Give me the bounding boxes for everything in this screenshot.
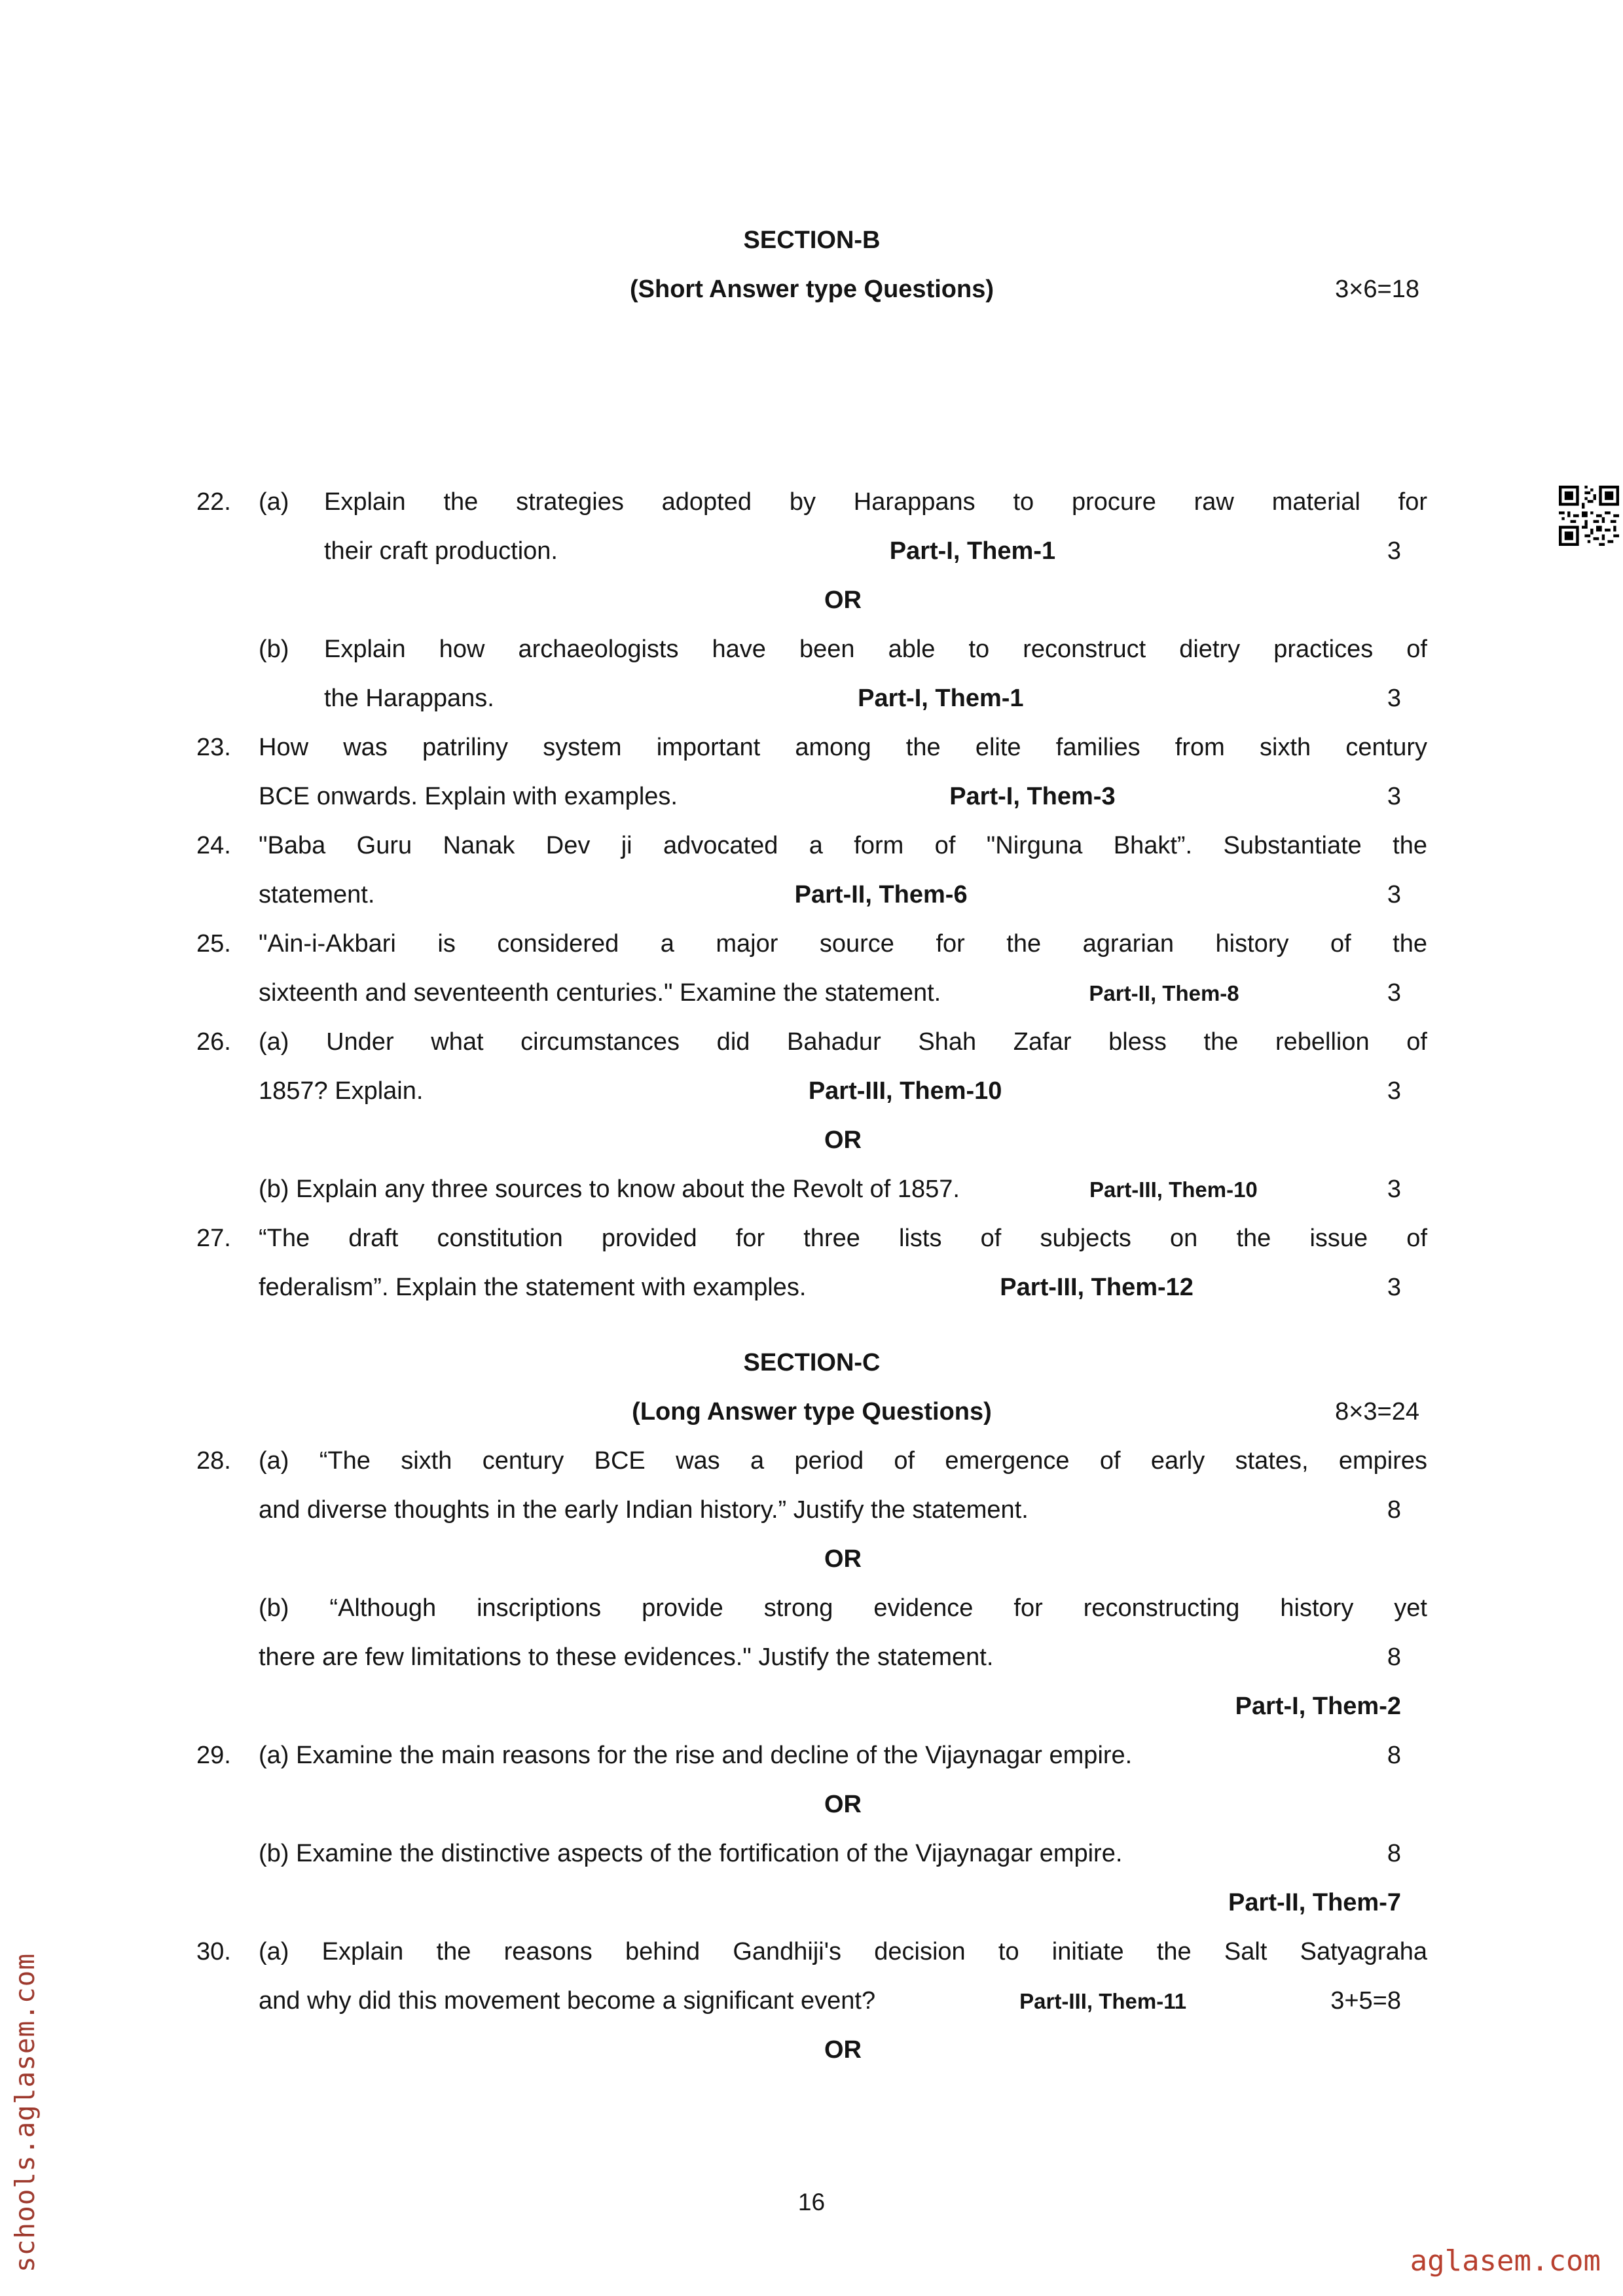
qr-code bbox=[1559, 486, 1619, 546]
question-28a-lastline bbox=[259, 1486, 1427, 1535]
question-26a-text: (a) Under what circumstances did Bahadur Shah Zafar bless the rebellion of bbox=[259, 1028, 1427, 1056]
question-26 bbox=[196, 1018, 1427, 1214]
question-24-number: 24. bbox=[196, 832, 231, 859]
question-27-text-2: federalism”. Explain the statement with examples. bbox=[259, 1274, 807, 1301]
question-22 bbox=[196, 478, 1427, 723]
question-22b-lastline bbox=[324, 674, 1427, 723]
section-c-subtitle-row bbox=[196, 1388, 1427, 1437]
question-22b-body bbox=[324, 625, 1427, 723]
theme-tag: Part-I, Them-2 bbox=[1235, 1693, 1401, 1720]
theme-tag: Part-II, Them-8 bbox=[1089, 981, 1239, 1005]
page-number: 16 bbox=[797, 2189, 826, 2215]
question-22a-lastline bbox=[324, 527, 1427, 576]
or-separator: OR bbox=[824, 2036, 862, 2064]
theme-tag: Part-III, Them-10 bbox=[808, 1077, 1002, 1105]
question-29-number: 29. bbox=[196, 1742, 231, 1769]
question-22b-label: (b) bbox=[259, 636, 289, 663]
question-27-text: “The draft constitution provided for three lists of subjects on the issue of bbox=[259, 1225, 1427, 1252]
question-22b bbox=[259, 625, 1427, 723]
question-24 bbox=[196, 821, 1427, 920]
marks: 3 bbox=[1387, 881, 1401, 908]
section-c-subtitle: (Long Answer type Questions) bbox=[632, 1398, 992, 1426]
theme-tag: Part-III, Them-12 bbox=[1000, 1274, 1194, 1301]
question-27 bbox=[196, 1214, 1427, 1312]
question-23-number: 23. bbox=[196, 734, 231, 761]
or-separator: OR bbox=[824, 1126, 862, 1154]
marks: 8 bbox=[1387, 1840, 1401, 1867]
question-28b-text-2: there are few limitations to these evidences." Justify the statement. bbox=[259, 1643, 994, 1671]
marks: 3 bbox=[1387, 979, 1401, 1007]
marks: 8 bbox=[1387, 1643, 1401, 1671]
marks: 3 bbox=[1387, 1274, 1401, 1301]
question-24-text: "Baba Guru Nanak Dev ji advocated a form of "Nirguna Bhakt”. Substantiate the bbox=[259, 832, 1427, 859]
marks: 3 bbox=[1387, 537, 1401, 565]
question-29a-text: (a) Examine the main reasons for the rise and decline of the Vijaynagar empire. bbox=[259, 1742, 1133, 1769]
question-22a-text: Explain the strategies adopted by Harappans to procure raw material for bbox=[324, 488, 1427, 516]
question-27-lastline bbox=[259, 1263, 1427, 1312]
question-28b-text: (b) “Although inscriptions provide strong evidence for reconstructing history yet bbox=[259, 1594, 1427, 1622]
question-22a-label: (a) bbox=[259, 488, 289, 516]
theme-tag: Part-III, Them-11 bbox=[1019, 1989, 1187, 2013]
theme-tag: Part-I, Them-3 bbox=[949, 783, 1116, 810]
question-28-number: 28. bbox=[196, 1447, 231, 1475]
question-27-number: 27. bbox=[196, 1225, 231, 1252]
or-separator: OR bbox=[824, 1545, 862, 1573]
section-b-subtitle: (Short Answer type Questions) bbox=[630, 276, 994, 303]
question-26b-text: (b) Explain any three sources to know about the Revolt of 1857. bbox=[259, 1175, 960, 1203]
marks: 3+5=8 bbox=[1330, 1987, 1401, 2015]
question-23-lastline bbox=[259, 772, 1427, 821]
question-23-body bbox=[259, 723, 1427, 821]
question-28b-lastline bbox=[259, 1633, 1427, 1682]
question-25-text: "Ain-i-Akbari is considered a major source for the agrarian history of the bbox=[259, 930, 1427, 958]
question-29-body bbox=[259, 1731, 1427, 1928]
question-29b-lastline bbox=[259, 1829, 1427, 1878]
question-25-text-2: sixteenth and seventeenth centuries." Examine the statement. bbox=[259, 979, 941, 1007]
question-25-body bbox=[259, 920, 1427, 1018]
question-30 bbox=[196, 1928, 1427, 2075]
question-25-number: 25. bbox=[196, 930, 231, 958]
question-26b-lastline bbox=[259, 1165, 1427, 1214]
question-23 bbox=[196, 723, 1427, 821]
question-22-number: 22. bbox=[196, 488, 231, 516]
marks: 3 bbox=[1387, 685, 1401, 712]
section-c-marks: 8×3=24 bbox=[1335, 1398, 1419, 1426]
section-c-header bbox=[196, 1338, 1427, 1437]
question-25-lastline bbox=[259, 969, 1427, 1018]
bottom-right-site-watermark: aglasem.com bbox=[1410, 2244, 1601, 2278]
question-27-body bbox=[259, 1214, 1427, 1312]
question-24-lastline bbox=[259, 870, 1427, 920]
theme-tag: Part-I, Them-1 bbox=[889, 537, 1056, 565]
question-25 bbox=[196, 920, 1427, 1018]
question-30a-lastline bbox=[259, 1977, 1427, 2026]
theme-tag: Part-III, Them-10 bbox=[1089, 1177, 1258, 1202]
or-separator: OR bbox=[824, 586, 862, 614]
question-30-body bbox=[259, 1928, 1427, 2075]
section-c-title: SECTION-C bbox=[743, 1349, 881, 1376]
question-23-text: How was patriliny system important among the elite families from sixth century bbox=[259, 734, 1427, 761]
question-28a-text: (a) “The sixth century BCE was a period of emergence of early states, empires bbox=[259, 1447, 1427, 1475]
question-28a-text-2: and diverse thoughts in the early Indian history.” Justify the statement. bbox=[259, 1496, 1029, 1524]
question-22a bbox=[259, 478, 1427, 576]
section-b-subtitle-row bbox=[196, 265, 1427, 314]
question-24-text-2: statement. bbox=[259, 881, 375, 908]
section-b-marks: 3×6=18 bbox=[1335, 276, 1419, 303]
question-28-body bbox=[259, 1437, 1427, 1731]
exam-paper-content bbox=[196, 216, 1427, 2075]
marks: 3 bbox=[1387, 1077, 1401, 1105]
theme-tag: Part-II, Them-6 bbox=[794, 881, 968, 908]
marks: 8 bbox=[1387, 1742, 1401, 1769]
question-24-body bbox=[259, 821, 1427, 920]
marks: 3 bbox=[1387, 1175, 1401, 1203]
question-26a-lastline bbox=[259, 1067, 1427, 1116]
question-22b-text: Explain how archaeologists have been able to reconstruct dietry practices of bbox=[324, 636, 1427, 663]
question-30a-text: (a) Explain the reasons behind Gandhiji's decision to initiate the Salt Satyagraha bbox=[259, 1938, 1427, 1965]
theme-tag: Part-II, Them-7 bbox=[1228, 1889, 1401, 1916]
question-26a-text-2: 1857? Explain. bbox=[259, 1077, 424, 1105]
theme-tag: Part-I, Them-1 bbox=[858, 685, 1024, 712]
or-separator: OR bbox=[824, 1791, 862, 1818]
question-28 bbox=[196, 1437, 1427, 1731]
question-30a-text-2: and why did this movement become a significant event? bbox=[259, 1987, 876, 2015]
question-26-number: 26. bbox=[196, 1028, 231, 1056]
question-22-body bbox=[259, 478, 1427, 723]
question-29b-text: (b) Examine the distinctive aspects of the fortification of the Vijaynagar empire. bbox=[259, 1840, 1123, 1867]
question-30-number: 30. bbox=[196, 1938, 231, 1965]
question-29a-lastline bbox=[259, 1731, 1427, 1780]
question-26-body bbox=[259, 1018, 1427, 1214]
marks: 3 bbox=[1387, 783, 1401, 810]
left-vertical-watermark: schools.aglasem.com bbox=[9, 1953, 41, 2272]
marks: 8 bbox=[1387, 1496, 1401, 1524]
question-29 bbox=[196, 1731, 1427, 1928]
question-23-text-2: BCE onwards. Explain with examples. bbox=[259, 783, 678, 810]
question-22a-body bbox=[324, 478, 1427, 576]
section-b-title: SECTION-B bbox=[743, 226, 881, 254]
question-22a-text-2: their craft production. bbox=[324, 537, 558, 565]
question-22b-text-2: the Harappans. bbox=[324, 685, 494, 712]
header-gap bbox=[196, 314, 1427, 478]
